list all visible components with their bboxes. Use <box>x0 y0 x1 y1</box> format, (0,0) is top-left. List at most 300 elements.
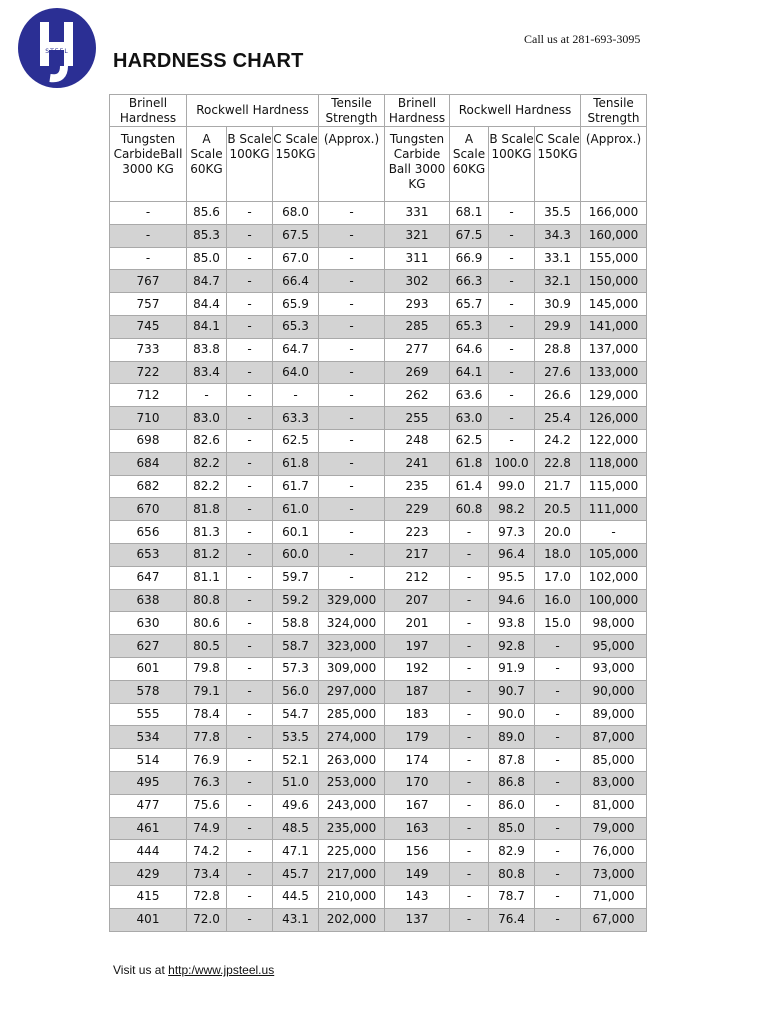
table-cell: - <box>535 635 581 658</box>
table-cell: 285 <box>385 315 450 338</box>
table-cell: 78.7 <box>489 885 535 908</box>
table-cell: 534 <box>110 726 187 749</box>
table-cell: 60.8 <box>450 498 489 521</box>
table-cell: 65.3 <box>273 315 319 338</box>
table-cell: 217,000 <box>319 863 385 886</box>
table-cell: 22.8 <box>535 452 581 475</box>
table-cell: 155,000 <box>581 247 647 270</box>
table-cell: - <box>535 726 581 749</box>
subheader-c-scale-2: C Scale 150KG <box>535 127 581 202</box>
table-cell: 90.0 <box>489 703 535 726</box>
table-cell: - <box>319 475 385 498</box>
table-cell: 25.4 <box>535 407 581 430</box>
table-cell: - <box>227 885 273 908</box>
table-cell: 85.0 <box>187 247 227 270</box>
table-cell: 82.2 <box>187 475 227 498</box>
table-cell: 63.6 <box>450 384 489 407</box>
table-cell: 27.6 <box>535 361 581 384</box>
table-cell: - <box>319 521 385 544</box>
table-cell: 179 <box>385 726 450 749</box>
table-cell: 85.6 <box>187 202 227 225</box>
table-cell: 302 <box>385 270 450 293</box>
table-cell: 115,000 <box>581 475 647 498</box>
table-cell: - <box>450 771 489 794</box>
table-cell: 76.3 <box>187 771 227 794</box>
table-row <box>110 452 647 475</box>
table-cell: 81.3 <box>187 521 227 544</box>
table-cell: - <box>581 521 647 544</box>
table-cell: 309,000 <box>319 657 385 680</box>
table-row <box>110 270 647 293</box>
table-cell: 415 <box>110 885 187 908</box>
table-cell: 192 <box>385 657 450 680</box>
table-row <box>110 635 647 658</box>
table-cell: 59.7 <box>273 566 319 589</box>
website-link[interactable]: http:/www.jpsteel.us <box>168 963 275 977</box>
table-cell: 77.8 <box>187 726 227 749</box>
table-cell: 68.0 <box>273 202 319 225</box>
table-cell: 20.0 <box>535 521 581 544</box>
table-cell: 64.7 <box>273 338 319 361</box>
table-row <box>110 543 647 566</box>
table-cell: 495 <box>110 771 187 794</box>
table-cell: 58.7 <box>273 635 319 658</box>
table-cell: 74.9 <box>187 817 227 840</box>
table-cell: 105,000 <box>581 543 647 566</box>
table-cell: 129,000 <box>581 384 647 407</box>
table-cell: 65.9 <box>273 293 319 316</box>
table-cell: - <box>535 657 581 680</box>
table-cell: 51.0 <box>273 771 319 794</box>
table-cell: 555 <box>110 703 187 726</box>
table-cell: 61.7 <box>273 475 319 498</box>
table-cell: 145,000 <box>581 293 647 316</box>
page-title: HARDNESS CHART <box>113 50 304 72</box>
table-cell: 64.0 <box>273 361 319 384</box>
table-cell: 111,000 <box>581 498 647 521</box>
table-cell: - <box>227 635 273 658</box>
table-cell: 323,000 <box>319 635 385 658</box>
table-cell: 65.3 <box>450 315 489 338</box>
table-cell: 73,000 <box>581 863 647 886</box>
table-cell: 67.0 <box>273 247 319 270</box>
table-cell: 670 <box>110 498 187 521</box>
table-cell: 85.0 <box>489 817 535 840</box>
table-cell: 66.9 <box>450 247 489 270</box>
table-cell: - <box>227 361 273 384</box>
subheader-c-scale-1: C Scale 150KG <box>273 127 319 202</box>
table-cell: 30.9 <box>535 293 581 316</box>
table-cell: - <box>535 680 581 703</box>
table-cell: 93.8 <box>489 612 535 635</box>
table-cell: - <box>535 771 581 794</box>
table-cell: 84.4 <box>187 293 227 316</box>
table-cell: 87,000 <box>581 726 647 749</box>
table-cell: - <box>227 908 273 931</box>
table-row <box>110 407 647 430</box>
table-cell: 122,000 <box>581 429 647 452</box>
table-cell: - <box>227 315 273 338</box>
table-cell: - <box>319 293 385 316</box>
table-cell: - <box>227 749 273 772</box>
table-row <box>110 293 647 316</box>
hardness-table <box>109 94 647 932</box>
table-cell: 141,000 <box>581 315 647 338</box>
table-cell: - <box>227 840 273 863</box>
table-cell: 262 <box>385 384 450 407</box>
table-cell: 15.0 <box>535 612 581 635</box>
table-cell: - <box>227 521 273 544</box>
table-cell: - <box>489 247 535 270</box>
table-cell: 630 <box>110 612 187 635</box>
table-cell: 61.4 <box>450 475 489 498</box>
table-cell: 578 <box>110 680 187 703</box>
table-cell: 174 <box>385 749 450 772</box>
table-cell: 81.2 <box>187 543 227 566</box>
table-cell: 248 <box>385 429 450 452</box>
table-cell: 87.8 <box>489 749 535 772</box>
subheader-a-scale-2: A Scale 60KG <box>450 127 489 202</box>
table-cell: 82.6 <box>187 429 227 452</box>
table-cell: - <box>489 293 535 316</box>
table-cell: - <box>319 384 385 407</box>
table-row <box>110 749 647 772</box>
table-cell: - <box>489 429 535 452</box>
table-cell: 52.1 <box>273 749 319 772</box>
table-cell: - <box>227 680 273 703</box>
table-cell: 698 <box>110 429 187 452</box>
table-row <box>110 885 647 908</box>
table-cell: 80.6 <box>187 612 227 635</box>
table-cell: - <box>110 247 187 270</box>
table-cell: 274,000 <box>319 726 385 749</box>
logo-text: STEEL <box>45 48 69 55</box>
table-cell: 58.8 <box>273 612 319 635</box>
table-cell: 229 <box>385 498 450 521</box>
table-cell: 84.1 <box>187 315 227 338</box>
header-tensile-2: Tensile Strength <box>581 95 647 127</box>
table-row <box>110 566 647 589</box>
table-cell: - <box>227 429 273 452</box>
table-cell: 212 <box>385 566 450 589</box>
company-logo-icon <box>16 6 98 90</box>
table-cell: 85.3 <box>187 224 227 247</box>
table-cell: - <box>450 863 489 886</box>
table-row <box>110 771 647 794</box>
table-cell: 48.5 <box>273 817 319 840</box>
table-cell: 166,000 <box>581 202 647 225</box>
table-cell: - <box>319 247 385 270</box>
table-cell: 210,000 <box>319 885 385 908</box>
table-cell: 167 <box>385 794 450 817</box>
table-cell: - <box>535 794 581 817</box>
table-cell: 733 <box>110 338 187 361</box>
table-row <box>110 612 647 635</box>
table-cell: 461 <box>110 817 187 840</box>
table-cell: 72.8 <box>187 885 227 908</box>
table-cell: 73.4 <box>187 863 227 886</box>
table-cell: 514 <box>110 749 187 772</box>
table-cell: 163 <box>385 817 450 840</box>
table-cell: 79.8 <box>187 657 227 680</box>
table-cell: 255 <box>385 407 450 430</box>
subheader-b-scale-2: B Scale 100KG <box>489 127 535 202</box>
table-cell: - <box>450 885 489 908</box>
table-cell: 66.4 <box>273 270 319 293</box>
table-cell: 44.5 <box>273 885 319 908</box>
table-cell: 638 <box>110 589 187 612</box>
table-cell: 67.5 <box>450 224 489 247</box>
table-cell: - <box>450 817 489 840</box>
table-cell: 89.0 <box>489 726 535 749</box>
table-body <box>110 202 647 932</box>
table-cell: 149 <box>385 863 450 886</box>
table-cell: 133,000 <box>581 361 647 384</box>
table-cell: 277 <box>385 338 450 361</box>
table-cell: 20.5 <box>535 498 581 521</box>
table-cell: - <box>227 270 273 293</box>
table-cell: - <box>450 543 489 566</box>
table-cell: 18.0 <box>535 543 581 566</box>
table-cell: - <box>110 202 187 225</box>
table-cell: 96.4 <box>489 543 535 566</box>
table-cell: - <box>489 407 535 430</box>
table-cell: 86.8 <box>489 771 535 794</box>
footer-prefix: Visit us at <box>113 963 169 977</box>
header-brinell-1: Brinell Hardness <box>110 95 187 127</box>
table-cell: 28.8 <box>535 338 581 361</box>
table-cell: 95.5 <box>489 566 535 589</box>
table-cell: - <box>227 407 273 430</box>
table-cell: 100,000 <box>581 589 647 612</box>
table-row <box>110 315 647 338</box>
table-cell: - <box>489 361 535 384</box>
table-row <box>110 589 647 612</box>
table-cell: 82.2 <box>187 452 227 475</box>
table-cell: - <box>489 202 535 225</box>
table-cell: 92.8 <box>489 635 535 658</box>
table-cell: 401 <box>110 908 187 931</box>
table-cell: 76,000 <box>581 840 647 863</box>
table-row <box>110 794 647 817</box>
table-cell: 653 <box>110 543 187 566</box>
table-cell: 324,000 <box>319 612 385 635</box>
table-cell: 429 <box>110 863 187 886</box>
table-cell: 241 <box>385 452 450 475</box>
table-row <box>110 726 647 749</box>
table-row <box>110 817 647 840</box>
table-cell: - <box>535 885 581 908</box>
table-cell: 53.5 <box>273 726 319 749</box>
table-cell: 67,000 <box>581 908 647 931</box>
table-cell: 62.5 <box>450 429 489 452</box>
table-cell: - <box>535 817 581 840</box>
table-cell: 61.8 <box>273 452 319 475</box>
table-cell: - <box>227 475 273 498</box>
table-cell: - <box>535 863 581 886</box>
table-cell: 65.7 <box>450 293 489 316</box>
table-cell: 297,000 <box>319 680 385 703</box>
table-cell: 311 <box>385 247 450 270</box>
table-cell: - <box>227 293 273 316</box>
table-cell: - <box>319 224 385 247</box>
table-cell: 80.8 <box>489 863 535 886</box>
table-cell: 64.6 <box>450 338 489 361</box>
subheader-a-scale-1: A Scale 60KG <box>187 127 227 202</box>
table-row <box>110 224 647 247</box>
table-cell: 444 <box>110 840 187 863</box>
table-cell: 49.6 <box>273 794 319 817</box>
table-cell: 79.1 <box>187 680 227 703</box>
table-cell: - <box>319 566 385 589</box>
table-cell: 263,000 <box>319 749 385 772</box>
table-cell: 62.5 <box>273 429 319 452</box>
table-row <box>110 863 647 886</box>
table-cell: - <box>489 270 535 293</box>
table-cell: 745 <box>110 315 187 338</box>
table-cell: 26.6 <box>535 384 581 407</box>
table-cell: 126,000 <box>581 407 647 430</box>
table-cell: 160,000 <box>581 224 647 247</box>
table-cell: 225,000 <box>319 840 385 863</box>
table-cell: - <box>535 908 581 931</box>
table-cell: 16.0 <box>535 589 581 612</box>
table-cell: 217 <box>385 543 450 566</box>
table-cell: 72.0 <box>187 908 227 931</box>
table-cell: 63.3 <box>273 407 319 430</box>
table-cell: 187 <box>385 680 450 703</box>
header-brinell-2: Brinell Hardness <box>385 95 450 127</box>
table-cell: 170 <box>385 771 450 794</box>
table-cell: 82.9 <box>489 840 535 863</box>
table-cell: 61.0 <box>273 498 319 521</box>
table-cell: - <box>227 452 273 475</box>
phone-number: Call us at 281-693-3095 <box>524 32 641 46</box>
header-rockwell-1: Rockwell Hardness <box>187 95 319 127</box>
table-cell: 76.9 <box>187 749 227 772</box>
table-row <box>110 475 647 498</box>
table-row <box>110 657 647 680</box>
table-cell: 24.2 <box>535 429 581 452</box>
table-cell: 329,000 <box>319 589 385 612</box>
table-cell: 90.7 <box>489 680 535 703</box>
table-cell: 243,000 <box>319 794 385 817</box>
table-cell: 285,000 <box>319 703 385 726</box>
table-cell: 66.3 <box>450 270 489 293</box>
table-row <box>110 429 647 452</box>
table-cell: 84.7 <box>187 270 227 293</box>
table-cell: 201 <box>385 612 450 635</box>
table-cell: - <box>450 635 489 658</box>
table-cell: 321 <box>385 224 450 247</box>
table-cell: - <box>535 840 581 863</box>
table-cell: - <box>319 429 385 452</box>
table-cell: 35.5 <box>535 202 581 225</box>
table-cell: - <box>227 384 273 407</box>
table-cell: - <box>535 703 581 726</box>
table-cell: 712 <box>110 384 187 407</box>
table-row <box>110 521 647 544</box>
table-cell: 60.1 <box>273 521 319 544</box>
table-cell: - <box>273 384 319 407</box>
table-cell: 64.1 <box>450 361 489 384</box>
table-cell: - <box>450 657 489 680</box>
table-cell: 757 <box>110 293 187 316</box>
table-cell: 90,000 <box>581 680 647 703</box>
table-cell: 627 <box>110 635 187 658</box>
table-cell: 75.6 <box>187 794 227 817</box>
table-cell: 29.9 <box>535 315 581 338</box>
table-cell: 93,000 <box>581 657 647 680</box>
table-cell: 223 <box>385 521 450 544</box>
table-cell: 33.1 <box>535 247 581 270</box>
table-cell: 63.0 <box>450 407 489 430</box>
table-cell: 477 <box>110 794 187 817</box>
table-cell: - <box>450 840 489 863</box>
subheader-tungsten-1: Tungsten CarbideBall 3000 KG <box>110 127 187 202</box>
table-cell: 647 <box>110 566 187 589</box>
table-cell: - <box>227 338 273 361</box>
table-cell: - <box>489 384 535 407</box>
table-cell: 61.8 <box>450 452 489 475</box>
table-cell: - <box>227 726 273 749</box>
table-cell: 80.5 <box>187 635 227 658</box>
subheader-approx-1: (Approx.) <box>319 127 385 202</box>
table-cell: - <box>450 749 489 772</box>
table-cell: - <box>489 224 535 247</box>
table-cell: 43.1 <box>273 908 319 931</box>
table-cell: 331 <box>385 202 450 225</box>
table-cell: 17.0 <box>535 566 581 589</box>
table-cell: - <box>319 338 385 361</box>
table-cell: - <box>227 498 273 521</box>
table-cell: 94.6 <box>489 589 535 612</box>
table-cell: - <box>450 521 489 544</box>
table-cell: 79,000 <box>581 817 647 840</box>
table-cell: 98.2 <box>489 498 535 521</box>
table-cell: 235 <box>385 475 450 498</box>
table-cell: 83,000 <box>581 771 647 794</box>
table-cell: - <box>319 543 385 566</box>
table-row <box>110 361 647 384</box>
table-cell: 34.3 <box>535 224 581 247</box>
table-cell: 722 <box>110 361 187 384</box>
table-cell: 293 <box>385 293 450 316</box>
table-row <box>110 703 647 726</box>
table-row <box>110 247 647 270</box>
table-cell: 83.4 <box>187 361 227 384</box>
table-cell: 183 <box>385 703 450 726</box>
table-cell: - <box>535 749 581 772</box>
table-cell: - <box>319 315 385 338</box>
table-cell: - <box>450 703 489 726</box>
table-cell: 21.7 <box>535 475 581 498</box>
table-cell: - <box>187 384 227 407</box>
table-cell: - <box>227 543 273 566</box>
header-rockwell-2: Rockwell Hardness <box>450 95 581 127</box>
table-cell: - <box>489 338 535 361</box>
table-cell: 601 <box>110 657 187 680</box>
table-cell: 56.0 <box>273 680 319 703</box>
table-cell: - <box>489 315 535 338</box>
table-cell: 81,000 <box>581 794 647 817</box>
table-cell: 80.8 <box>187 589 227 612</box>
table-cell: - <box>227 247 273 270</box>
table-cell: - <box>319 498 385 521</box>
table-cell: 47.1 <box>273 840 319 863</box>
table-cell: 78.4 <box>187 703 227 726</box>
table-cell: 137 <box>385 908 450 931</box>
